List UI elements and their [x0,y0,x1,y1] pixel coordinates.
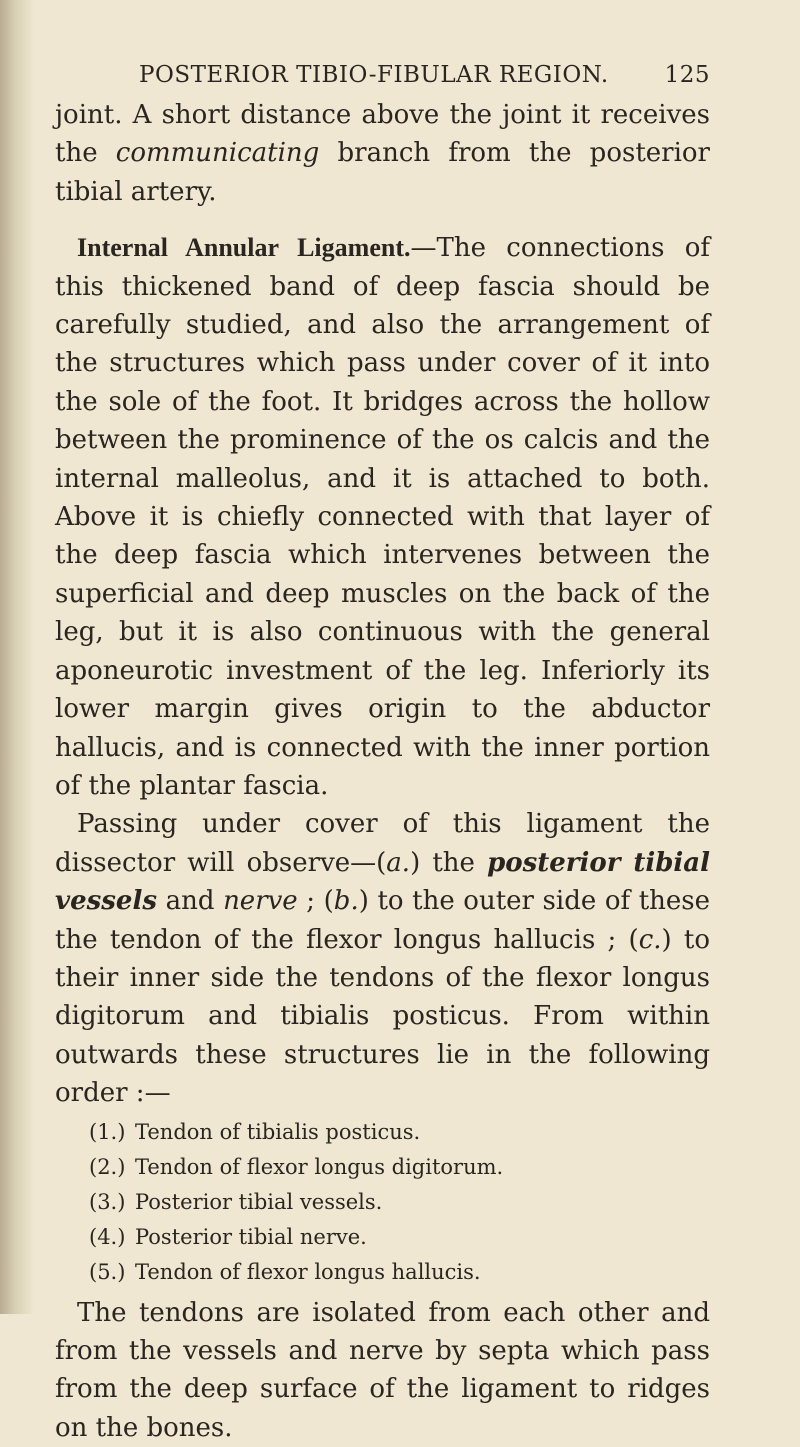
item-letter: c. [638,924,662,955]
list-item [89,1220,710,1255]
list-number: (5.) [89,1259,126,1284]
item-letter: a. [386,847,411,878]
italic-term: nerve [223,886,298,917]
list-number: (4.) [89,1224,126,1249]
text-run: ) the [410,847,488,878]
italic-term: communicating [115,138,320,169]
text-run: Passing under cover of this ligament the dissector will observe—( [55,809,710,878]
section-heading: Internal Annular Ligament. [77,233,411,263]
list-text: Tendon of tibialis posticus. [135,1119,421,1144]
paragraph-tendons: The tendons are isolated from each other and from the vessels and nerve by septa which pass from the deep surface of the ligament to ridges on the bones. [55,1297,710,1443]
book-binding-shadow [0,0,34,1314]
list-text: Posterior tibial nerve. [135,1224,367,1249]
book-page [55,56,710,1447]
text-run: ) to the outer side of these the tendon of the flexor longus hallucis ; ( [55,886,711,955]
list-text: Tendon of flexor longus digitorum. [135,1154,504,1179]
running-title: POSTERIOR TIBIO-FIBULAR REGION. [139,62,609,88]
paragraph-annular-ligament [55,229,710,805]
list-item [89,1255,710,1290]
list-text: Posterior tibial vessels. [135,1189,383,1214]
text-run: and [156,886,224,917]
text-run: branch from the posterior tibial artery. [55,138,710,207]
list-text: Tendon of flexor longus hallucis. [135,1259,481,1284]
list-number: (2.) [89,1154,126,1179]
item-letter: b. [333,886,359,917]
page-number: 125 [664,62,710,88]
italic-term: posterior tibial vessels [55,847,711,917]
list-item [89,1185,710,1220]
structures-list [55,1115,710,1290]
paragraph-joint [55,96,710,211]
list-number: (1.) [89,1119,126,1144]
list-item [89,1150,710,1185]
text-run: ) to their inner side the tendons of the flexor longus digitorum and tibialis posticus. From within outwards these structures lie in the following order :— [55,924,711,1109]
list-item [89,1115,710,1150]
list-number: (3.) [89,1189,126,1214]
paragraph-structures [55,805,710,1112]
running-header [139,56,710,96]
paragraph-text: —The connections of this thickened band of deep fascia should be carefully studied, and also the arrangement of the structures which pass under cover of it into the sole of the foot. It bridges across the hollow between the prominence of the os calcis and the internal malleolus, and it is attached to both. Above it is chiefly connected with that layer of the deep fascia which intervenes between the superficial and deep muscles on the back of the leg, but it is also continuous with the general aponeurotic investment of the leg. Inferiorly its lower margin gives origin to the abductor hallucis, and is connected with the inner portion of the plantar fascia. [55,233,710,801]
text-run: ; ( [297,886,334,917]
text-run: joint. A short distance above the joint it receives the [55,100,710,169]
